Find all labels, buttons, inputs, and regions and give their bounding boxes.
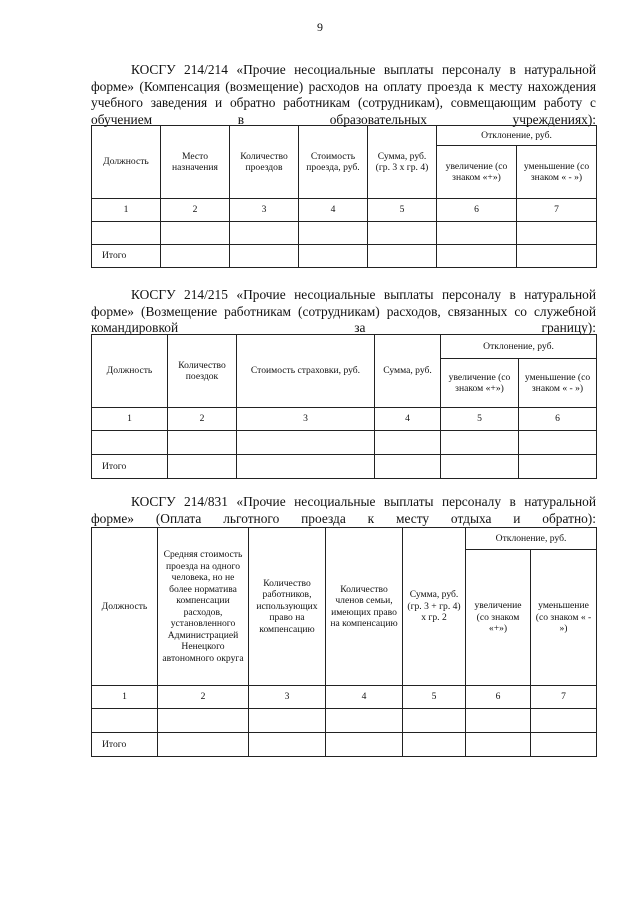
column-number: 7: [531, 686, 597, 709]
column-number: 5: [368, 199, 437, 222]
table-cell: [375, 431, 441, 455]
table-cell: [299, 222, 368, 245]
column-number: 4: [326, 686, 403, 709]
table-cell: [368, 245, 437, 268]
section-heading-214-214: КОСГУ 214/214 «Прочие несоциальные выплаты персоналу в натуральной форме» (Компенсация (возмещение) расходов на оплату проезда к месту нахождения учебного заведения и обратно работникам (сотрудникам), совмещающим работу с обучением в образовательных учреждениях):: [91, 62, 596, 127]
total-row: [92, 245, 597, 268]
header-trip-count: Количество поездок: [168, 335, 237, 408]
table-cell: [249, 733, 326, 757]
column-number: 5: [441, 408, 519, 431]
header-position: Должность: [92, 528, 158, 686]
column-number: 6: [519, 408, 597, 431]
header-position: Должность: [92, 335, 168, 408]
header-deviation: Отклонение, руб.: [466, 528, 597, 550]
table-cell: [168, 455, 237, 479]
table-cell: [517, 245, 597, 268]
header-increase: увеличение (со знаком «+»): [466, 550, 531, 686]
table-cell: [437, 222, 517, 245]
table-cell: [230, 245, 299, 268]
header-position: Должность: [92, 126, 161, 199]
column-number-row: [92, 408, 597, 431]
page-number: 9: [317, 20, 323, 34]
table-cell: [158, 709, 249, 733]
column-number-row: [92, 199, 597, 222]
table-cell: [326, 733, 403, 757]
header-average-cost: Средняя стоимость проезда на одного человека, но не более норматива компенсации расходов, установленного Администрацией Ненецкого автономного округа: [158, 528, 249, 686]
column-number: 1: [92, 686, 158, 709]
section-heading-214-215: КОСГУ 214/215 «Прочие несоциальные выплаты персоналу в натуральной форме» (Возмещение работникам (сотрудникам) расходов, связанных со служебной командировкой за границу):: [91, 287, 596, 336]
header-sum: Сумма, руб. (гр. 3 + гр. 4) х гр. 2: [403, 528, 466, 686]
table-cell: [230, 222, 299, 245]
header-increase: увеличение (со знаком «+»): [437, 146, 517, 199]
column-number: 5: [403, 686, 466, 709]
column-number: 2: [161, 199, 230, 222]
table-cell: [161, 222, 230, 245]
header-trip-cost: Стоимость проезда, руб.: [299, 126, 368, 199]
column-number: 7: [517, 199, 597, 222]
table-cell: [92, 709, 158, 733]
column-number: 3: [230, 199, 299, 222]
header-sum: Сумма, руб.: [375, 335, 441, 408]
column-number: 2: [158, 686, 249, 709]
table-cell: [375, 455, 441, 479]
table-214-215: [91, 334, 597, 479]
header-decrease: уменьшение (со знаком « - »): [519, 359, 597, 408]
header-family-count: Количество членов семьи, имеющих право на компенсацию: [326, 528, 403, 686]
column-number: 1: [92, 408, 168, 431]
column-number: 6: [437, 199, 517, 222]
table-cell: [519, 431, 597, 455]
table-cell: [299, 245, 368, 268]
column-number: 6: [466, 686, 531, 709]
table-cell: [326, 709, 403, 733]
table-cell: [531, 733, 597, 757]
header-sum: Сумма, руб. (гр. 3 х гр. 4): [368, 126, 437, 199]
table-cell: [441, 431, 519, 455]
column-number: 3: [249, 686, 326, 709]
column-number: 1: [92, 199, 161, 222]
table-cell: [249, 709, 326, 733]
header-decrease: уменьшение (со знаком « - »): [517, 146, 597, 199]
column-number: 4: [375, 408, 441, 431]
table-cell: [531, 709, 597, 733]
table-cell: [403, 709, 466, 733]
total-label: Итого: [92, 455, 168, 479]
table-214-214: [91, 125, 597, 268]
table-cell: [466, 733, 531, 757]
table-cell: [437, 245, 517, 268]
total-label: Итого: [92, 733, 158, 757]
column-number: 3: [237, 408, 375, 431]
table-row: [92, 709, 597, 733]
table-cell: [368, 222, 437, 245]
table-cell: [237, 455, 375, 479]
header-deviation: Отклонение, руб.: [437, 126, 597, 146]
header-destination: Место назначения: [161, 126, 230, 199]
table-cell: [517, 222, 597, 245]
table-cell: [158, 733, 249, 757]
header-insurance-cost: Стоимость страховки, руб.: [237, 335, 375, 408]
column-number: 4: [299, 199, 368, 222]
header-increase: увеличение (со знаком «+»): [441, 359, 519, 408]
column-number-row: [92, 686, 597, 709]
table-row: [92, 431, 597, 455]
table-cell: [519, 455, 597, 479]
table-214-831: [91, 527, 597, 757]
table-row: [92, 222, 597, 245]
table-cell: [403, 733, 466, 757]
table-cell: [237, 431, 375, 455]
total-row: [92, 733, 597, 757]
table-cell: [92, 431, 168, 455]
table-cell: [441, 455, 519, 479]
table-cell: [168, 431, 237, 455]
total-row: [92, 455, 597, 479]
table-cell: [92, 222, 161, 245]
section-heading-214-831: КОСГУ 214/831 «Прочие несоциальные выплаты персоналу в натуральной форме» (Оплата льготного проезда к месту отдыха и обратно):: [91, 494, 596, 526]
table-cell: [161, 245, 230, 268]
header-deviation: Отклонение, руб.: [441, 335, 597, 359]
table-cell: [466, 709, 531, 733]
total-label: Итого: [92, 245, 161, 268]
header-trip-count: Количество проездов: [230, 126, 299, 199]
header-decrease: уменьшение (со знаком « - »): [531, 550, 597, 686]
column-number: 2: [168, 408, 237, 431]
header-employee-count: Количество работников, использующих право на компенсацию: [249, 528, 326, 686]
